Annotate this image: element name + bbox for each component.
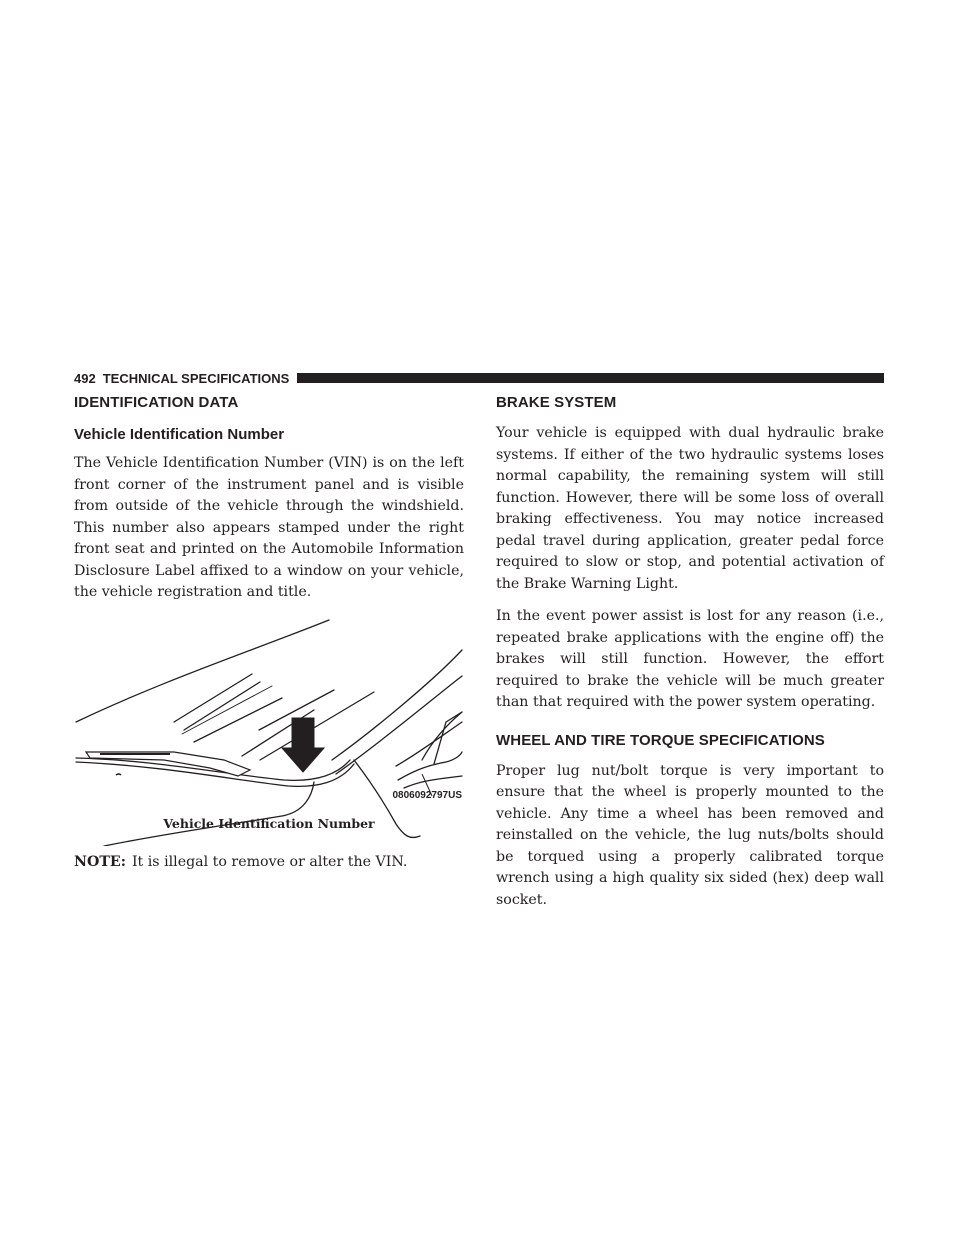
- section-title: TECHNICAL SPECIFICATIONS: [102, 370, 290, 386]
- identification-data-heading: IDENTIFICATION DATA: [74, 394, 239, 411]
- windshield-illustration: [74, 610, 464, 846]
- vin-note: [74, 852, 464, 873]
- brake-system-heading: BRAKE SYSTEM: [496, 394, 617, 411]
- figure-caption: Vehicle Identification Number: [163, 815, 375, 831]
- torque-paragraph: Proper lug nut/bolt torque is very important to ensure that the wheel is properly mounted to the vehicle. Any time a wheel has been removed and reinstalled on the vehicle, the lug nuts/bolts should be torqued using a properly calibrated torque wrench using a high quality six sided (hex) deep wall socket.: [496, 762, 884, 908]
- torque-heading: WHEEL AND TIRE TORQUE SPECIFICATIONS: [496, 731, 825, 749]
- figure-code: 0806092797US: [392, 789, 462, 801]
- vin-figure: [74, 610, 464, 846]
- brake-paragraph-2: In the event power assist is lost for any reason (i.e., repeated brake applications with the engine off) the brakes will still function. However, the effort required to brake the vehicle will be much greater than that required with the power system operating.: [496, 608, 884, 710]
- page-number: 492: [74, 370, 96, 386]
- page-header: [74, 368, 884, 388]
- header-rule: [297, 373, 884, 383]
- right-column: [496, 394, 884, 911]
- note-text: It is illegal to remove or alter the VIN.: [131, 853, 408, 870]
- vin-paragraph: The Vehicle Identification Number (VIN) is on the left front corner of the instrument panel and is visible from outside of the vehicle through the windshield. This number also appears stamped under the right front seat and printed on the Automobile Information Disclosure Label affixed to a window on your vehicle, the vehicle registration and title.: [74, 455, 464, 600]
- vin-subheading: Vehicle Identification Number: [74, 426, 285, 443]
- note-label: NOTE:: [74, 853, 126, 870]
- left-column: [74, 394, 464, 873]
- brake-paragraph-1: Your vehicle is equipped with dual hydraulic brake systems. If either of the two hydraulic systems loses normal capability, the remaining system will still function. However, there will be some loss of overall braking effectiveness. You may notice increased pedal travel during application, greater pedal force required to slow or stop, and potential activation of the Brake Warning Light.: [496, 425, 884, 592]
